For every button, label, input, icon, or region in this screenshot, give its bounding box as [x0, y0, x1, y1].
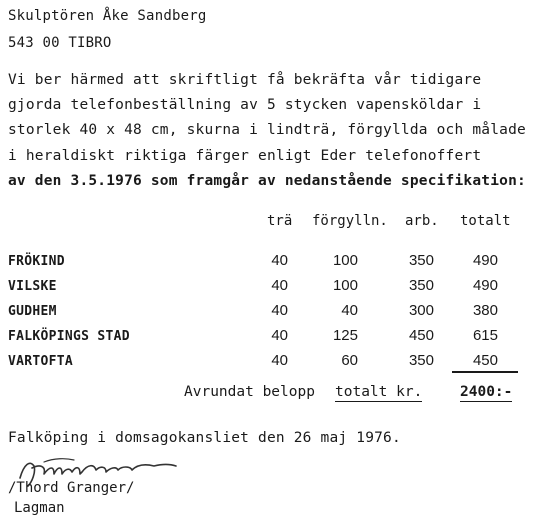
table-row	[0, 302, 547, 324]
cell-totalt: 380	[472, 302, 498, 319]
cell-arb: 350	[408, 252, 434, 269]
body-line-3: storlek 40 x 48 cm, skurna i lindträ, förgyllda och målade	[8, 122, 526, 138]
cell-forgylln: 100	[332, 252, 358, 269]
total-value: 2400:-	[460, 384, 513, 400]
cell-forgylln: 60	[341, 352, 358, 369]
cell-totalt: 615	[472, 327, 498, 344]
cell-totalt: 490	[472, 277, 498, 294]
signatory-name: /Thord Granger/	[8, 480, 135, 496]
closing-line: Falköping i domsagokansliet den 26 maj 1976.	[8, 430, 401, 446]
cell-tra: 40	[271, 277, 288, 294]
body-line-4: i heraldiskt riktiga färger enligt Eder telefonoffert	[8, 148, 482, 164]
sum-underline	[452, 371, 518, 373]
table-row	[0, 327, 547, 349]
table-row	[0, 252, 547, 274]
cell-totalt: 450	[472, 352, 498, 369]
header-arb: arb.	[405, 213, 439, 229]
row-name: GUDHEM	[8, 304, 57, 319]
body-line-5: av den 3.5.1976 som framgår av nedanstående specifikation:	[8, 173, 526, 189]
cell-arb: 300	[408, 302, 434, 319]
cell-forgylln: 125	[332, 327, 358, 344]
cell-arb: 350	[408, 352, 434, 369]
body-line-1: Vi ber härmed att skriftligt få bekräfta vår tidigare	[8, 72, 482, 88]
cell-arb: 450	[408, 327, 434, 344]
cell-totalt: 490	[472, 252, 498, 269]
signatory-title: Lagman	[14, 500, 65, 516]
cell-forgylln: 40	[341, 302, 358, 319]
recipient-postal-address: 543 00 TIBRO	[8, 35, 112, 51]
body-line-2: gjorda telefonbeställning av 5 stycken vapensköldar i	[8, 97, 482, 113]
cell-forgylln: 100	[332, 277, 358, 294]
total-label: totalt kr.	[335, 384, 423, 400]
row-name: VILSKE	[8, 279, 57, 294]
cell-tra: 40	[271, 352, 288, 369]
cell-tra: 40	[271, 302, 288, 319]
row-name: FRÖKIND	[8, 254, 65, 269]
row-name: VARTOFTA	[8, 354, 74, 369]
row-name: FALKÖPINGS STAD	[8, 329, 130, 344]
recipient-name: Skulptören Åke Sandberg	[8, 8, 207, 24]
rounded-amount-label: Avrundat belopp	[184, 384, 315, 400]
table-row	[0, 277, 547, 299]
cell-arb: 350	[408, 277, 434, 294]
header-forgylln: förgylln.	[312, 213, 388, 229]
cell-tra: 40	[271, 327, 288, 344]
header-totalt: totalt	[460, 213, 511, 229]
header-tra: trä	[267, 213, 293, 229]
cell-tra: 40	[271, 252, 288, 269]
